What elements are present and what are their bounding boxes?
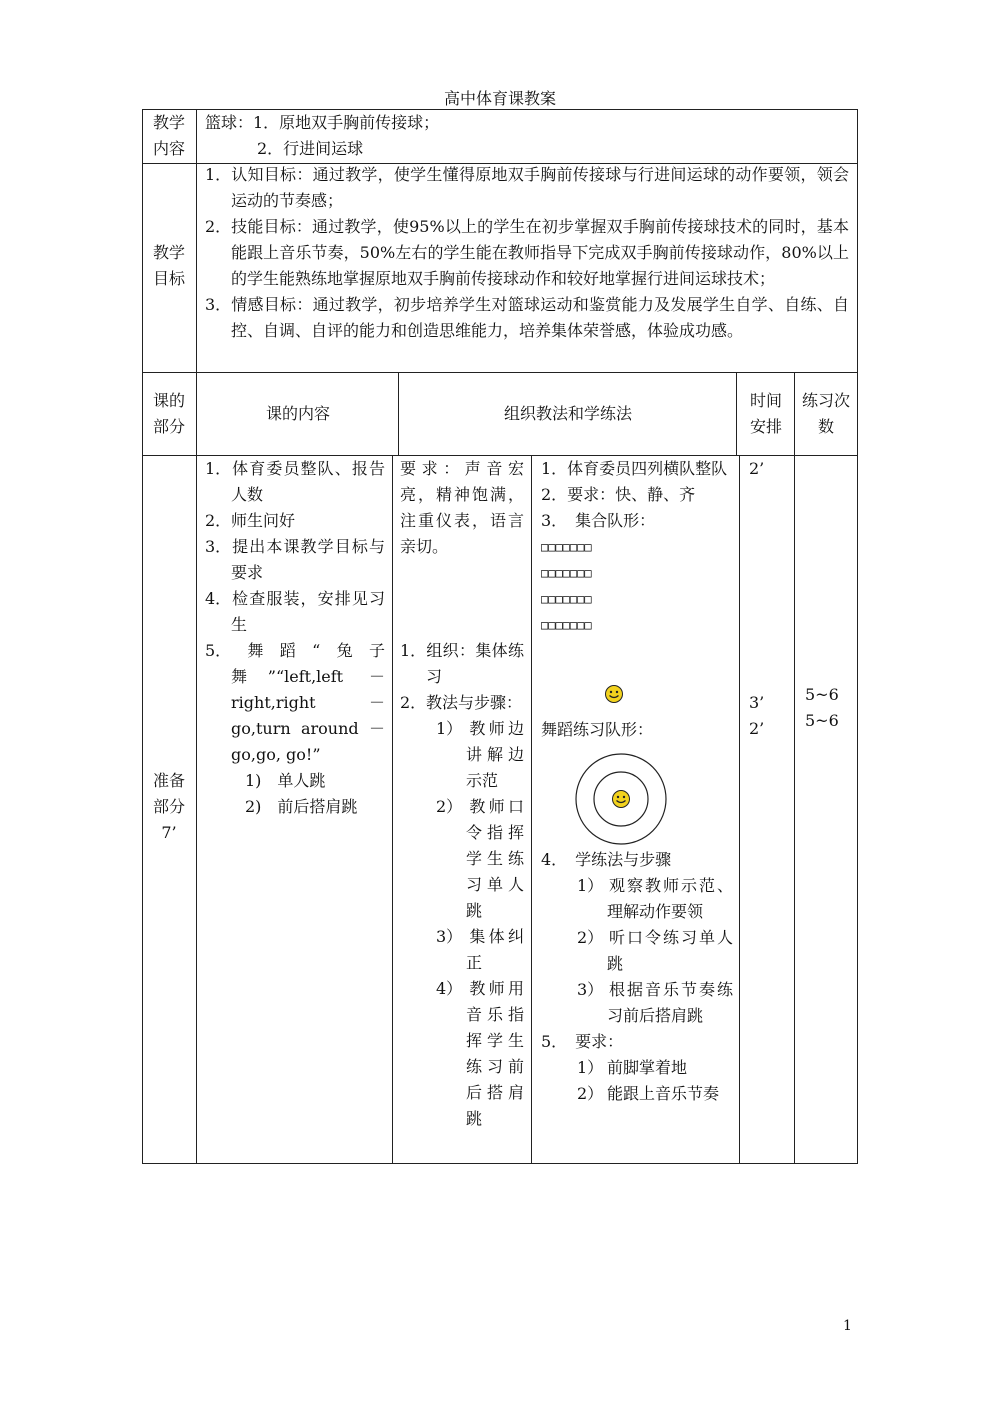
method-item-1: 1．组织：集体练习 (400, 641, 524, 686)
req-title: 5． 要求： (541, 1032, 624, 1051)
page-number: 1 (843, 1318, 852, 1334)
teaching-content (205, 110, 845, 162)
label-teaching-content: 教学内容 (152, 113, 185, 158)
learn-title: 4． 学练法与步骤 (541, 850, 672, 869)
goal-2: 2．技能目标：通过教学，使95%以上的学生在初步掌握双手胸前传接球技术的同时，基本能跟上音乐节奏，50%左右的学生能在教师指导下完成双手胸前传接球动作，80%以上的学生能熟练地掌握原地双手胸前传接球动作和较好地掌握行进间运球技术； (205, 217, 849, 288)
formation-grid (541, 534, 733, 638)
content-item-2: 2．师生问好 (205, 511, 296, 530)
org-item-2: 2．要求：快、静、齐 (541, 485, 696, 504)
content-item-1: 1．体育委员整队、报告人数 (205, 459, 385, 504)
goal-3: 3．情感目标：通过教学，初步培养学生对篮球运动和鉴赏能力及发展学生自学、自练、自控、自调、自评的能力和创造思维能力，培养集体荣誉感，体验成功感。 (205, 295, 849, 340)
learn-sub-1: 1） 观察教师示范、理解动作要领 (577, 876, 733, 921)
method-sub-3: 3） 集体纠正 (436, 927, 524, 972)
page-title: 高中体育课教案 (443, 89, 556, 108)
grid-row: □□□□□□□ (541, 566, 592, 580)
org-formation-label: 3． 集合队形： (541, 511, 656, 530)
req-sub-2: 2） 能跟上音乐节奏 (577, 1084, 720, 1103)
count-1: 5~6 (805, 685, 839, 704)
content-item-5: 5．舞蹈“兔子舞”“left,left －right,right － go,turn around － go,go, go!” (205, 641, 385, 764)
learn-section (541, 847, 733, 1107)
method-sub-4: 4） 教师用音乐指挥学生练习前后搭肩跳 (436, 979, 524, 1128)
content-sub-2: 2) 前后搭肩跳 (245, 797, 358, 816)
prep-content (205, 456, 385, 820)
method-requirement: 要求：声音宏亮，精神饱满，注重仪表，语言亲切。 (400, 459, 524, 556)
content-line-2: 2．行进间运球 (257, 139, 364, 158)
method-sub-1: 1） 教师边讲解边示范 (436, 719, 524, 790)
label-teaching-goals: 教学目标 (152, 243, 185, 288)
grid-row: □□□□□□□ (541, 618, 592, 632)
content-line-1: 篮球：1．原地双手胸前传接球； (205, 113, 440, 132)
header-part: 课的部分 (152, 391, 185, 436)
teaching-goals (205, 162, 849, 344)
header-method: 组织教法和学练法 (503, 404, 632, 423)
req-sub-1: 1） 前脚掌着地 (577, 1058, 688, 1077)
learn-sub-3: 3） 根据音乐节奏练习前后搭肩跳 (577, 980, 733, 1025)
content-item-4: 4．检查服装，安排见习生 (205, 589, 385, 634)
method-item-2: 2．教法与步骤： (400, 693, 523, 712)
content-sub-1: 1) 单人跳 (245, 771, 326, 790)
time-2: 3’ (749, 693, 765, 712)
dance-formation-circles (573, 751, 669, 847)
time-3: 2’ (749, 719, 765, 738)
header-content: 课的内容 (265, 404, 330, 423)
grid-row: □□□□□□□ (541, 592, 592, 606)
smiley-icon (613, 791, 630, 808)
method-sub-2: 2） 教师口令指挥学生练习单人跳 (436, 797, 524, 920)
content-item-3: 3．提出本课教学目标与要求 (205, 537, 385, 582)
header-count: 练习次数 (802, 391, 851, 436)
prep-organization (541, 456, 733, 638)
dance-formation-label: 舞蹈练习队形： (541, 720, 654, 739)
goal-1: 1．认知目标：通过教学，使学生懂得原地双手胸前传接球与行进间运球的动作要领，领会运动的节奏感； (205, 165, 849, 210)
count-2: 5~6 (805, 711, 839, 730)
org-item-1: 1．体育委员四列横队整队 (541, 459, 728, 478)
time-1: 2’ (749, 459, 765, 478)
prep-method (400, 456, 524, 1132)
prep-part-label: 准备部分7’ (152, 771, 185, 842)
header-time: 时间安排 (749, 391, 782, 436)
smiley-icon (604, 684, 624, 704)
learn-sub-2: 2） 听口令练习单人跳 (577, 928, 733, 973)
grid-row: □□□□□□□ (541, 540, 592, 554)
